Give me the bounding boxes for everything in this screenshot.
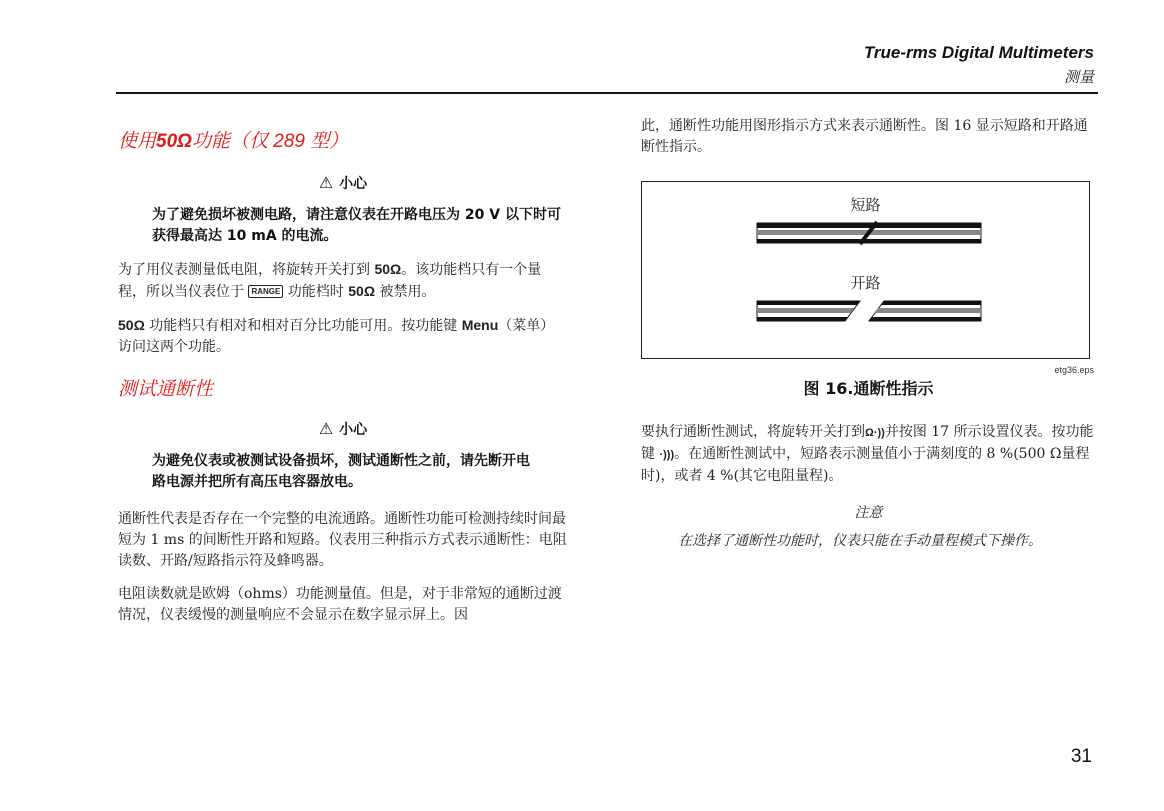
text: 功能档只有相对和相对百分比功能可用。按功能键 [144,318,462,334]
note-text: 在选择了通断性功能时，仪表只能在手动量程模式下操作。 [678,533,1042,549]
short-label: 短路 [850,196,881,214]
caution-heading [118,419,568,439]
left-column [118,120,568,626]
title-bold: 50Ω [156,131,192,152]
range-key-icon: RANGE [248,285,283,298]
short-indicator [757,222,981,244]
text-bold: Menu [461,317,499,333]
title-suffix: 功能（仅 289 型） [191,131,349,152]
right-column [641,116,1096,158]
text-bold: 50Ω [348,283,376,299]
caution-text: 为了避免损坏被测电路，请注意仪表在开路电压为 20 V 以下时可获得最高达 10 mA 的电流。 [152,207,561,244]
caution-label: 小心 [339,176,368,192]
header-title: True-rms Digital Multimeters [863,43,1094,62]
caution-label: 小心 [339,422,368,438]
paragraph: 此，通断性功能用图形指示方式来表示通断性。图 16 显示短路和开路通断性指示。 [641,118,1088,155]
header-rule [116,92,1098,94]
text: 被禁用。 [375,284,436,300]
figure-filename: etg36.eps [1054,365,1094,375]
text: （菜单）访问这两个功能。 [118,318,555,355]
paragraph: 电阻读数就是欧姆（ohms）功能测量值。但是，对于非常短的通断过渡情况，仪表缓慢的测量响应不会显示在数字显示屏上。因 [118,586,562,623]
title-prefix: 使用 [118,131,157,152]
text: 。在通断性测试中，短路表示测量值小于满刻度的 8 %(500 Ω量程时)，或者 4 %(其它电阻量程)。 [641,446,1090,484]
header-subtitle: 测量 [1063,68,1094,86]
paragraph [118,259,568,303]
caution-text: 为避免仪表或被测试设备损坏，测试通断性之前，请先断开电路电源并把所有高压电容器放电。 [152,453,530,490]
text: 要执行通断性测试，将旋转开关打到 [641,424,865,440]
section-title-continuity: 测试通断性 [118,379,214,400]
note-title: 注意 [854,505,883,521]
ohm-symbol: Ω [865,427,874,439]
text-bold: 50Ω [374,261,402,277]
figure-caption: 图 16.通断性指示 [803,379,934,398]
text: 。该功能档只有一个量程，所以当仪表位于 [118,262,542,300]
text-bold: 50Ω [118,317,145,333]
paragraph [118,315,568,358]
right-paragraph [641,422,1096,487]
paragraph: 通断性代表是否存在一个完整的电流通路。通断性功能可检测持续时间最短为 1 ms 的间断性开路和短路。仪表用三种指示方式表示通断性：电阻读数、开路/短路指示符及蜂鸣器。 [118,511,567,569]
text: 为了用仪表测量低电阻，将旋转开关打到 [118,262,375,278]
open-indicator [757,301,981,321]
warning-icon: ⚠ [318,419,334,438]
text: 功能档时 [283,284,349,300]
paragraph [641,422,1096,487]
beeper-icon: ·))) [659,449,675,461]
text: 并按图 17 所示设置仪表。按功能键 [641,424,1094,462]
open-label: 开路 [850,274,881,292]
section-title-50ohm [118,126,568,153]
warning-icon: ⚠ [318,173,334,192]
continuity-symbol-icon: Ω·)) [865,427,885,439]
caution-heading [118,173,568,193]
continuity-figure [641,181,1090,359]
continuity-diagram [642,182,1091,360]
page-number: 31 [1070,746,1092,767]
